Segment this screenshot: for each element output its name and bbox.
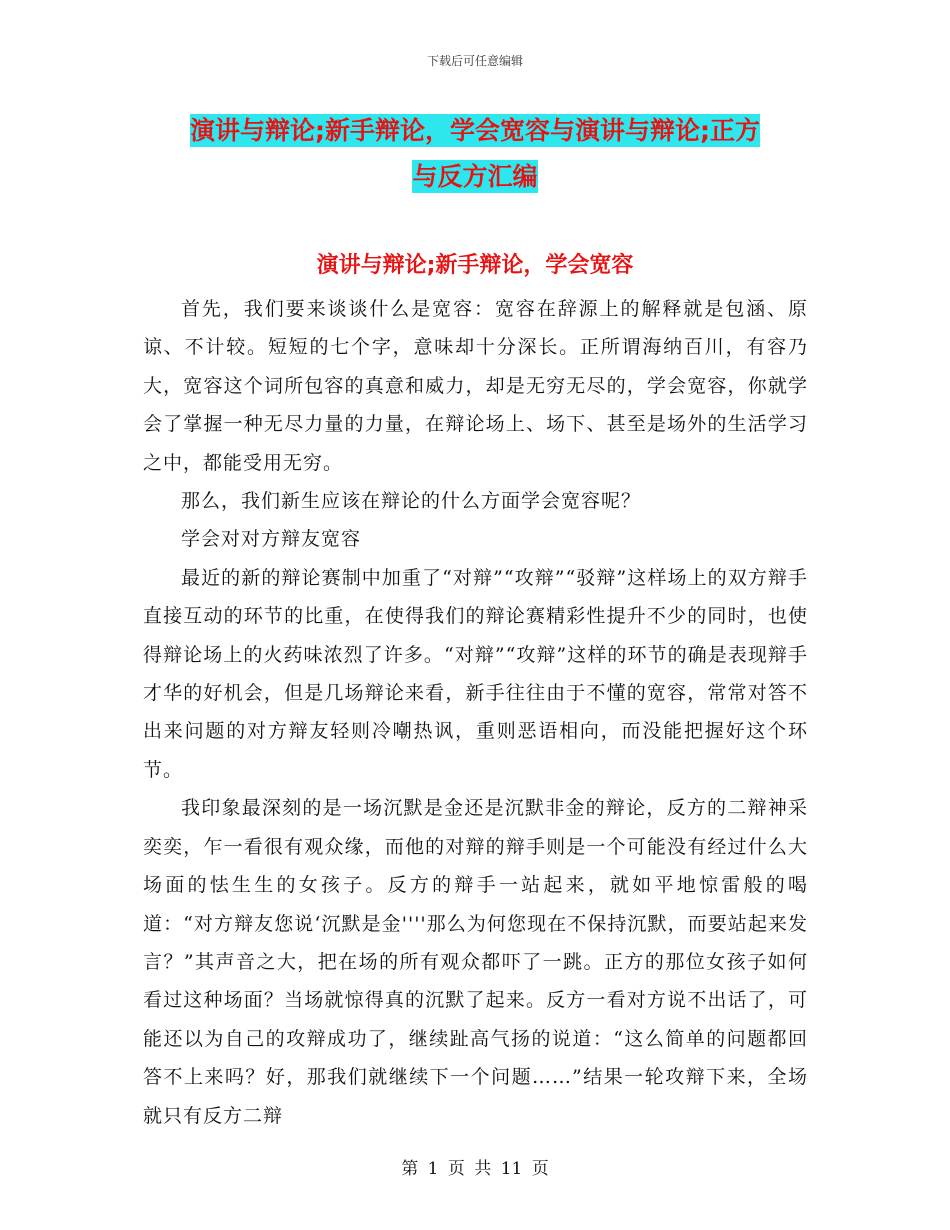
paragraph-2: 那么，我们新生应该在辩论的什么方面学会宽容呢？ xyxy=(181,490,642,513)
paragraph-4: 最近的新的辩论赛制中加重了“对辩”“攻辩”“驳辩”这样场上的双方辩手直接互动的环节的比重，在使得我们的辩论赛精彩性提升不少的同时，也使得辩论场上的火药味浓烈了许多。“对辩”“攻辩”这样的环节的确是表现辩手才华的好机会，但是几场辩论来看，新手往往由于不懂的宽容，常常对答不出来问题的对方辩友轻则冷嘲热讽，重则恶语相向，而没能把握好这个环节。 xyxy=(143,566,808,781)
paragraph-3: 学会对对方辩友宽容 xyxy=(181,528,362,551)
page-header-note: 下载后可任意编辑 xyxy=(426,54,523,68)
page-footer: 第 1 页 共 11 页 xyxy=(401,1159,549,1179)
paragraph-5: 我印象最深刻的是一场沉默是金还是沉默非金的辩论，反方的二辩神采奕奕，乍一看很有观众缘，而他的对辩的辩手则是一个可能没有经过什么大场面的怯生生的女孩子。反方的辩手一站起来，就如平地惊雷般的喝道：“对方辩友您说‘沉默是金''''那么为何您现在不保持沉默，而要站起来发言？”其声音之大，把在场的所有观众都吓了一跳。正方的那位女孩子如何看过这种场面？当场就惊得真的沉默了起来。反方一看对方说不出话了，可能还以为自己的攻辩成功了，继续趾高气扬的说道：“这么简单的问题都回答不上来吗？好，那我们就继续下一个问题……”结果一轮攻辩下来，全场就只有反方二辩 xyxy=(143,797,808,1127)
paragraph-1: 首先，我们要来谈谈什么是宽容：宽容在辞源上的解释就是包涵、原谅、不计较。短短的七个字，意味却十分深长。正所谓海纳百川，有容乃大，宽容这个词所包容的真意和威力，却是无穷无尽的，学会宽容，你就学会了掌握一种无尽力量的力量，在辩论场上、场下、甚至是场外的生活学习之中，都能受用无穷。 xyxy=(143,298,808,474)
document-title-line-2: 与反方汇编 xyxy=(412,162,538,191)
document-title xyxy=(120,108,830,200)
section-heading: 演讲与辩论;新手辩论，学会宽容 xyxy=(316,253,634,278)
body-text xyxy=(143,290,808,1135)
document-title-line-1: 演讲与辩论;新手辩论，学会宽容与演讲与辩论;正方 xyxy=(190,116,760,145)
